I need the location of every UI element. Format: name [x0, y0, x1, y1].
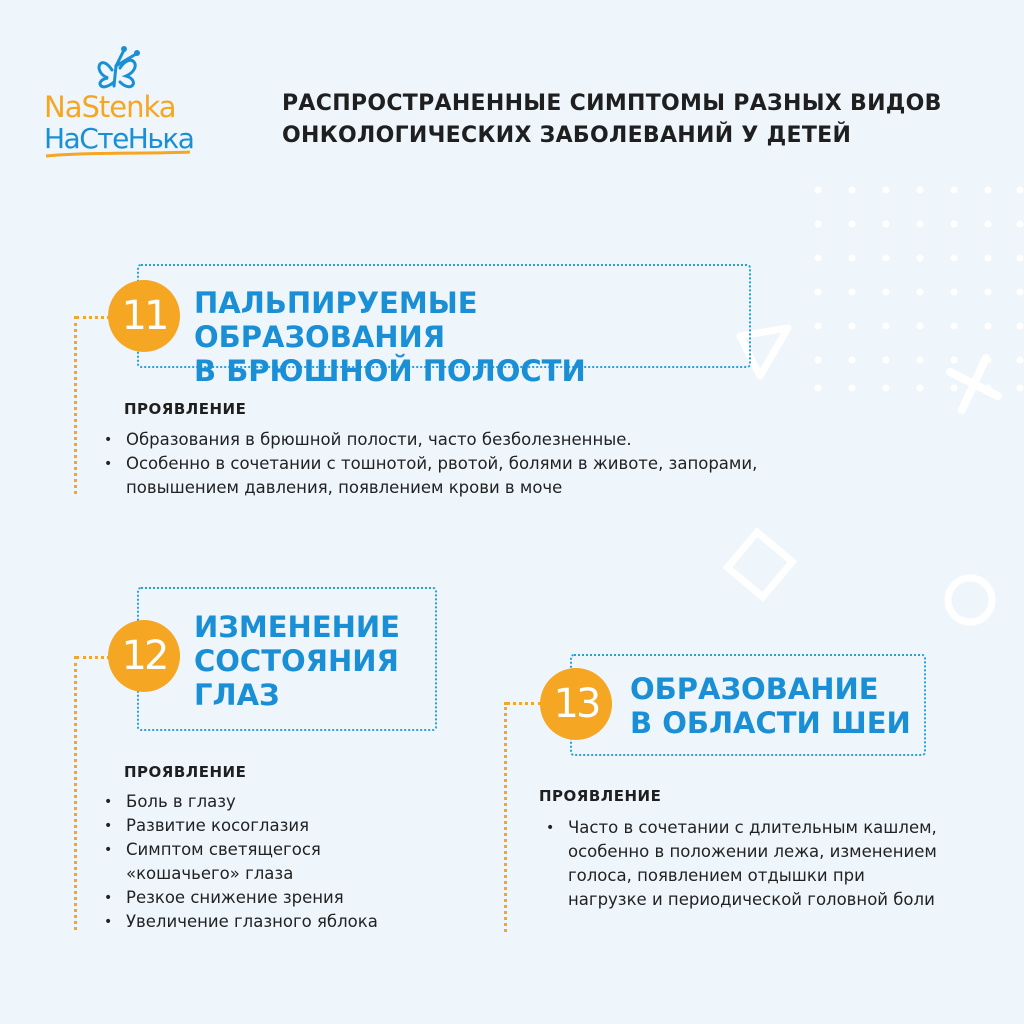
card-11-section-label: ПРОЯВЛЕНИЕ	[124, 400, 247, 418]
card-11-title	[194, 286, 734, 388]
card-12-connector-v	[74, 656, 77, 930]
list-item: • Увеличение глазного яблока	[104, 910, 394, 934]
logo	[40, 42, 210, 162]
page-title	[282, 88, 982, 152]
list-item: • Симптом светящегося «кошачьего» глаза	[104, 838, 394, 886]
card-13-connector-h	[506, 702, 542, 705]
card-12-title-line-2: СОСТОЯНИЯ	[194, 644, 399, 678]
card-13-title-line-2: В ОБЛАСТИ ШЕИ	[630, 706, 911, 740]
card-12-bullets	[104, 790, 394, 934]
card-12-section-label: ПРОЯВЛЕНИЕ	[124, 763, 247, 781]
card-13-connector-v	[504, 702, 507, 932]
list-item: • Развитие косоглазия	[104, 814, 394, 838]
card-13-bullets	[546, 816, 946, 912]
card-13-title-line-1: ОБРАЗОВАНИЕ	[630, 672, 879, 706]
card-12-title-line-3: ГЛАЗ	[194, 678, 280, 712]
decorative-circle-icon	[940, 570, 1000, 630]
card-11-connector-h	[76, 316, 110, 319]
card-12-number-badge: 12	[108, 620, 180, 692]
card-11-number-badge: 11	[108, 280, 180, 352]
list-item: • Резкое снижение зрения	[104, 886, 394, 910]
decorative-square-icon	[720, 526, 800, 606]
card-11-title-line-2: В БРЮШНОЙ ПОЛОСТИ	[194, 354, 586, 388]
card-13-number-badge: 13	[540, 668, 612, 740]
card-12-title	[194, 610, 434, 712]
card-13-section-label: ПРОЯВЛЕНИЕ	[539, 787, 662, 805]
logo-text-cyrillic: НаСтеНька	[44, 122, 194, 155]
list-item: • Часто в сочетании с длительным кашлем, особенно в положении лежа, изменением голоса, появлением отдышки при нагрузке и периодической головной боли	[546, 816, 946, 912]
card-11-connector-v	[74, 316, 77, 494]
card-13-title	[630, 672, 920, 740]
list-item: • Особенно в сочетании с тошнотой, рвотой, болями в животе, запорами, повышением давления, появлением крови в моче	[104, 452, 804, 500]
card-12-title-line-1: ИЗМЕНЕНИЕ	[194, 610, 400, 644]
decorative-cross-icon	[942, 352, 1006, 416]
card-12-connector-h	[76, 656, 110, 659]
card-11-bullets	[104, 428, 804, 500]
page-title-line-2: ОНКОЛОГИЧЕСКИХ ЗАБОЛЕВАНИЙ У ДЕТЕЙ	[282, 123, 852, 148]
list-item: • Образования в брюшной полости, часто безболезненные.	[104, 428, 804, 452]
page-title-line-1: РАСПРОСТРАНЕННЫЕ СИМПТОМЫ РАЗНЫХ ВИДОВ	[282, 91, 942, 116]
list-item: • Боль в глазу	[104, 790, 394, 814]
logo-text-latin: NaStenka	[44, 90, 176, 124]
card-11-title-line-1: ПАЛЬПИРУЕМЫЕ ОБРАЗОВАНИЯ	[194, 286, 478, 354]
